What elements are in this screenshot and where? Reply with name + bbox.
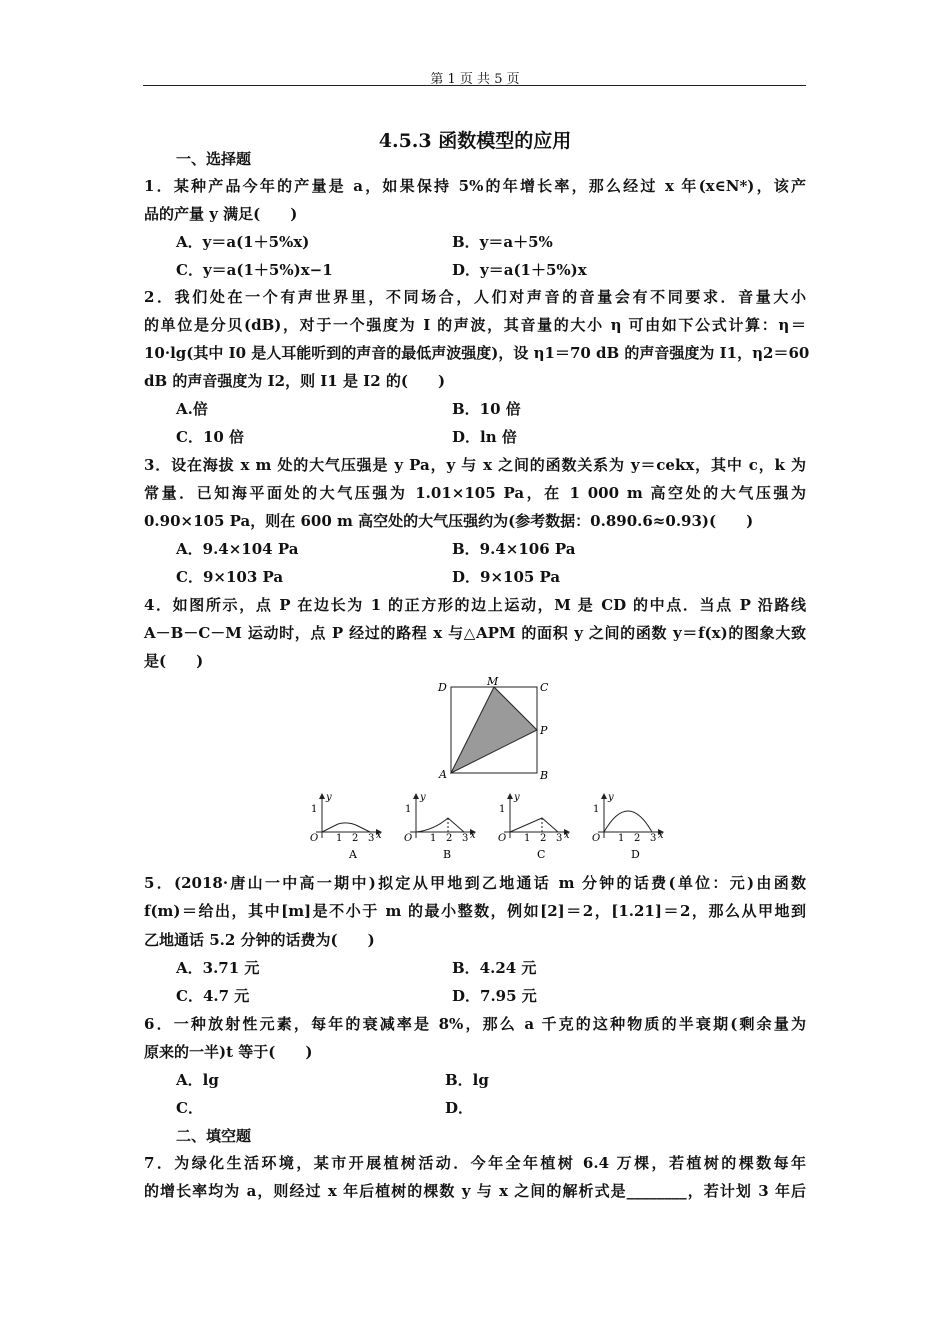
q2-stem-line2: 的单位是分贝(dB)，对于一个强度为 I 的声波，其音量的大小 η 可由如下公式计算：η＝	[144, 316, 806, 334]
q1-option-c: C．y＝a(1＋5%)x−1	[176, 261, 333, 279]
svg-text:1: 1	[336, 833, 343, 844]
section-heading-fill: 二、填空题	[176, 1127, 252, 1145]
triangle-apm	[451, 687, 537, 773]
page-title: 4.5.3 函数模型的应用	[378, 130, 572, 152]
q1-option-d: D．y＝a(1＋5%)x	[452, 261, 587, 279]
q2-option-d: D．ln 倍	[452, 428, 517, 446]
q1-stem-line1: 1．某种产品今年的产量是 a，如果保持 5%的年增长率，那么经过 x 年(x∈N*)，该产	[144, 177, 806, 195]
graph-options-row	[306, 790, 686, 866]
svg-text:x: x	[658, 830, 664, 841]
q2-stem-line1: 2．我们处在一个有声世界里，不同场合，人们对声音的音量会有不同要求．音量大小	[144, 288, 806, 306]
svg-text:x: x	[564, 830, 570, 841]
svg-text:O: O	[498, 833, 507, 844]
svg-text:1: 1	[430, 833, 437, 844]
graph-d-label: D	[631, 848, 640, 861]
label-b: B	[540, 769, 549, 782]
q5-option-a: A．3.71 元	[176, 959, 260, 977]
q2-option-b: B．10 倍	[452, 400, 521, 418]
q6-option-a: A．lg	[176, 1071, 219, 1089]
label-c: C	[540, 681, 549, 694]
q6-option-c: C．	[176, 1099, 203, 1117]
q6-stem-line1: 6．一种放射性元素，每年的衰减率是 8%，那么 a 千克的这种物质的半衰期(剩余量为	[144, 1015, 806, 1033]
q4-stem-line3: 是( )	[144, 652, 204, 670]
svg-text:O: O	[404, 833, 413, 844]
svg-text:y: y	[420, 792, 426, 803]
svg-text:1: 1	[593, 804, 600, 815]
q3-stem-line3: 0.90×105 Pa，则在 600 m 高空处的大气压强约为(参考数据：0.890.6≈0.93)( )	[144, 512, 754, 530]
graph-a-label: A	[349, 848, 357, 861]
q5-option-d: D．7.95 元	[452, 987, 537, 1005]
q7-stem-line1: 7．为绿化生活环境，某市开展植树活动．今年全年植树 6.4 万棵，若植树的棵数每年	[144, 1154, 806, 1172]
q4-stem-line2: A－B－C－M 运动时，点 P 经过的路程 x 与△APM 的面积 y 之间的函数 y＝f(x)的图象大致	[144, 624, 806, 642]
svg-text:x: x	[470, 830, 476, 841]
svg-text:2: 2	[540, 833, 547, 844]
q1-option-b: B．y＝a＋5%	[452, 233, 553, 251]
graph-a	[310, 792, 382, 861]
svg-text:3: 3	[462, 833, 469, 844]
q3-option-b: B．9.4×106 Pa	[452, 540, 576, 558]
q2-stem-line4: dB 的声音强度为 I2，则 I1 是 I2 的( )	[144, 372, 446, 390]
q5-stem-line1: 5．(2018·唐山一中高一期中)拟定从甲地到乙地通话 m 分钟的话费(单位：元)由函数	[144, 874, 806, 892]
section-heading-choice: 一、选择题	[176, 150, 252, 168]
graph-c	[498, 792, 570, 861]
q5-stem-line3: 乙地通话 5.2 分钟的话费为( )	[144, 931, 375, 949]
q5-option-c: C．4.7 元	[176, 987, 250, 1005]
graph-b-label: B	[443, 848, 452, 861]
q2-stem-line3: 10·lg(其中 I0 是人耳能听到的声音的最低声波强度)，设 η1＝70 dB 的声音强度为 I1，η2＝60	[144, 344, 810, 362]
q4-stem-line1: 4．如图所示，点 P 在边长为 1 的正方形的边上运动，M 是 CD 的中点．当点 P 沿路线	[144, 596, 806, 614]
label-d: D	[438, 681, 447, 694]
svg-text:1: 1	[618, 833, 625, 844]
svg-text:O: O	[592, 833, 601, 844]
svg-text:1: 1	[499, 804, 506, 815]
svg-text:3: 3	[368, 833, 375, 844]
q3-option-d: D．9×105 Pa	[452, 568, 561, 586]
graph-c-label: C	[537, 848, 546, 861]
square-diagram	[430, 676, 560, 784]
svg-text:y: y	[514, 792, 520, 803]
svg-text:x: x	[376, 830, 382, 841]
q2-option-a: A.倍	[176, 400, 208, 418]
q3-option-a: A．9.4×104 Pa	[176, 540, 299, 558]
svg-text:2: 2	[352, 833, 359, 844]
q3-option-c: C．9×103 Pa	[176, 568, 284, 586]
label-m: M	[487, 676, 499, 688]
label-a: A	[439, 768, 447, 781]
svg-text:1: 1	[524, 833, 531, 844]
q1-stem-line2: 品的产量 y 满足( )	[144, 205, 298, 223]
svg-text:3: 3	[650, 833, 657, 844]
q2-option-c: C．10 倍	[176, 428, 245, 446]
q7-stem-line2: 的增长率均为 a，则经过 x 年后植树的棵数 y 与 x 之间的解析式是________，若计划 3 年后	[144, 1182, 806, 1200]
graph-d	[592, 792, 664, 861]
q6-stem-line2: 原来的一半)t 等于( )	[144, 1043, 313, 1061]
page-header: 第 1 页 共 5 页	[430, 72, 520, 87]
q3-stem-line2: 常量．已知海平面处的大气压强为 1.01×105 Pa，在 1 000 m 高空处的大气压强为	[144, 484, 806, 502]
svg-text:2: 2	[446, 833, 453, 844]
q5-option-b: B．4.24 元	[452, 959, 537, 977]
q5-stem-line2: f(m)＝给出，其中[m]是不小于 m 的最小整数，例如[2]＝2，[1.21]＝2，那么从甲地到	[144, 902, 806, 920]
q6-option-d: D．	[445, 1099, 474, 1117]
svg-text:1: 1	[311, 804, 318, 815]
q3-stem-line1: 3．设在海拔 x m 处的大气压强是 y Pa，y 与 x 之间的函数关系为 y＝cekx，其中 c，k 为	[144, 456, 806, 474]
header-rule	[143, 85, 806, 86]
svg-text:3: 3	[556, 833, 563, 844]
graph-b	[404, 792, 476, 861]
label-p: P	[540, 724, 548, 737]
svg-text:2: 2	[634, 833, 641, 844]
svg-text:y: y	[608, 792, 614, 803]
svg-text:O: O	[310, 833, 319, 844]
q6-option-b: B．lg	[445, 1071, 489, 1089]
svg-text:1: 1	[405, 804, 412, 815]
svg-text:y: y	[326, 792, 332, 803]
q1-option-a: A．y＝a(1＋5%x)	[176, 233, 310, 251]
